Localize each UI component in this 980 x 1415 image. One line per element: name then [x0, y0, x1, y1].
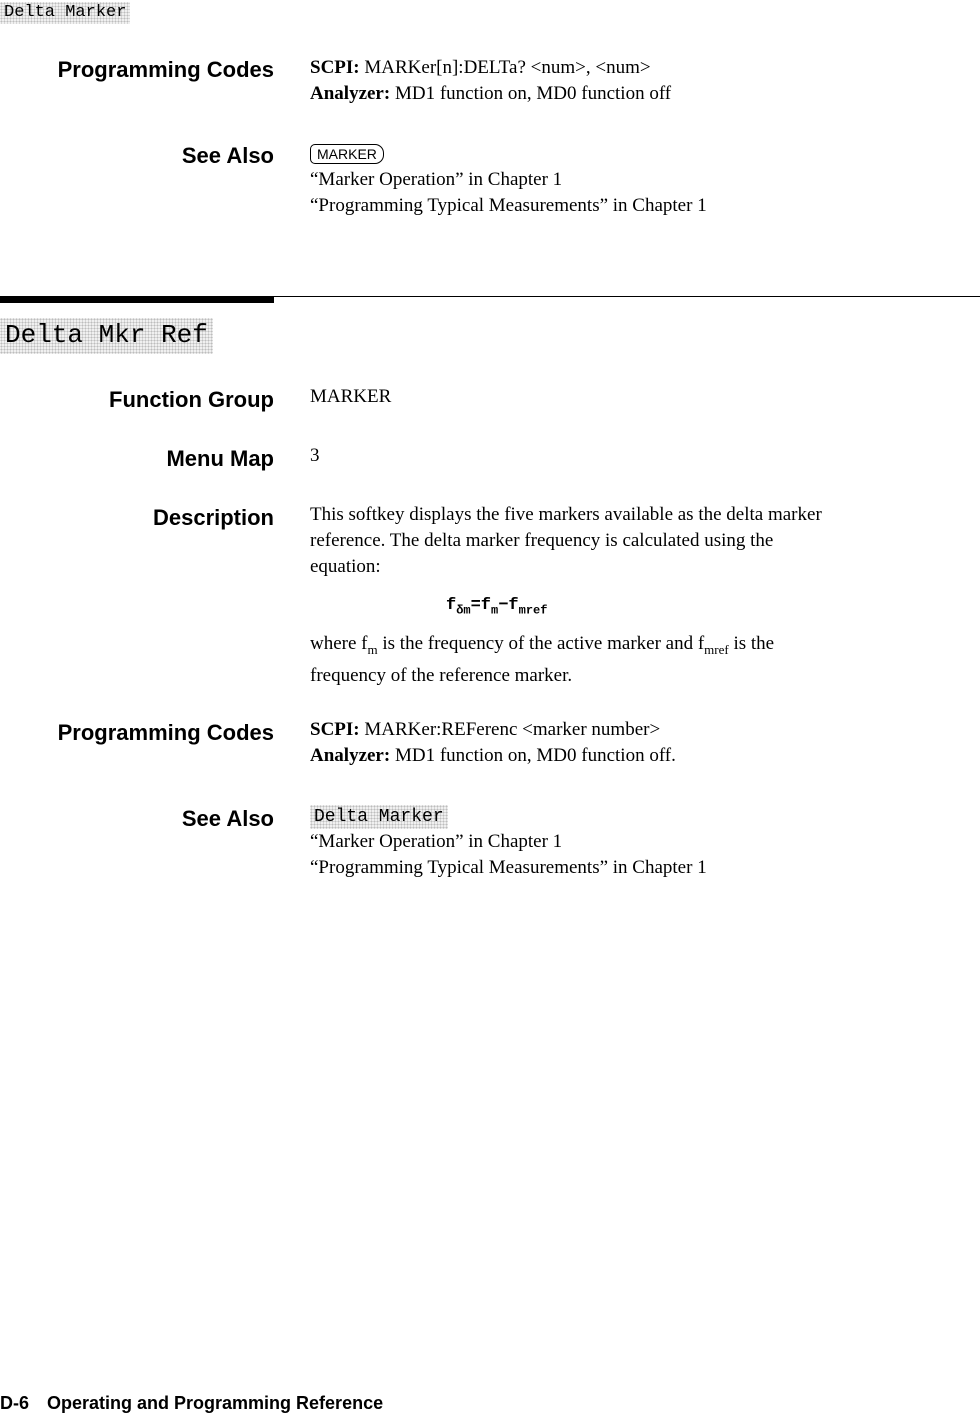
see-also-ref-1: “Marker Operation” in Chapter 1 — [310, 169, 563, 190]
where-a: where f — [310, 633, 368, 654]
where-c: is the — [728, 633, 775, 654]
programming-codes-body-2 — [310, 717, 970, 769]
section-divider-bar — [0, 296, 274, 303]
scpi-value: MARKer[n]:DELTa? <num>, <num> — [364, 57, 651, 78]
page-footer — [0, 1393, 383, 1414]
programming-codes-body — [310, 55, 970, 107]
eq-sub-delta: δm — [456, 603, 471, 618]
programming-codes-label: Programming Codes — [57, 57, 274, 82]
description-line-5: frequency of the reference marker. — [310, 664, 573, 686]
programming-codes-label-2: Programming Codes — [57, 720, 274, 745]
see-also-label: See Also — [181, 143, 274, 168]
menu-map-value: 3 — [310, 445, 320, 466]
footer-page-number: D-6 — [0, 1393, 30, 1413]
description-line-2: reference. The delta marker frequency is calculated using the — [310, 530, 774, 551]
analyzer-value-2: MD1 function on, MD0 function off. — [394, 745, 676, 766]
menu-map-label: Menu Map — [166, 446, 274, 471]
scpi-label-2: SCPI: — [310, 719, 360, 740]
description-where — [310, 631, 970, 689]
eq-sub-mref: mref — [518, 603, 548, 618]
analyzer-line — [310, 81, 970, 107]
see-also-ref-2: “Programming Typical Measurements” in Chapter 1 — [310, 195, 707, 216]
scpi-line-2 — [310, 717, 970, 743]
section-title-softkey: Delta Mkr Ref — [0, 318, 213, 354]
where-sub-mref: mref — [704, 641, 729, 657]
where-sub-m: m — [367, 641, 378, 657]
eq-f: f — [446, 596, 457, 615]
description-line-3: equation: — [310, 556, 381, 577]
scpi-line — [310, 55, 970, 81]
delta-frequency-equation — [446, 596, 547, 617]
analyzer-value: MD1 function on, MD0 function off — [394, 83, 672, 104]
see-also-softkey-line — [310, 803, 970, 829]
marker-hardkey: MARKER — [310, 144, 384, 164]
function-group-label: Function Group — [109, 387, 274, 412]
footer-title: Operating and Programming Reference — [47, 1393, 384, 1413]
analyzer-line-2 — [310, 743, 970, 769]
description-line-4 — [310, 631, 970, 663]
see-also-body — [310, 141, 970, 219]
function-group-value: MARKER — [310, 386, 392, 407]
see-also-body-2 — [310, 803, 970, 881]
description-label: Description — [152, 505, 274, 530]
where-b: is the frequency of the active marker and f — [377, 633, 705, 654]
delta-marker-softkey-ref: Delta Marker — [310, 805, 448, 829]
eq-minus: −f — [498, 596, 519, 615]
delta-marker-softkey-header: Delta Marker — [0, 2, 130, 24]
scpi-label: SCPI: — [310, 57, 360, 78]
see-also-hardkey-line — [310, 141, 970, 167]
eq-sub-m: m — [491, 603, 499, 618]
description-line-1: This softkey displays the five markers available as the delta marker — [310, 504, 822, 525]
scpi-value-2: MARKer:REFerenc <marker number> — [364, 719, 661, 740]
eq-mid: =f — [470, 596, 492, 615]
description-body — [310, 502, 970, 580]
analyzer-label-2: Analyzer: — [310, 745, 391, 766]
see-also-ref-4: “Programming Typical Measurements” in Chapter 1 — [310, 857, 707, 878]
analyzer-label: Analyzer: — [310, 83, 391, 104]
see-also-ref-3: “Marker Operation” in Chapter 1 — [310, 831, 563, 852]
see-also-label-2: See Also — [181, 806, 274, 831]
